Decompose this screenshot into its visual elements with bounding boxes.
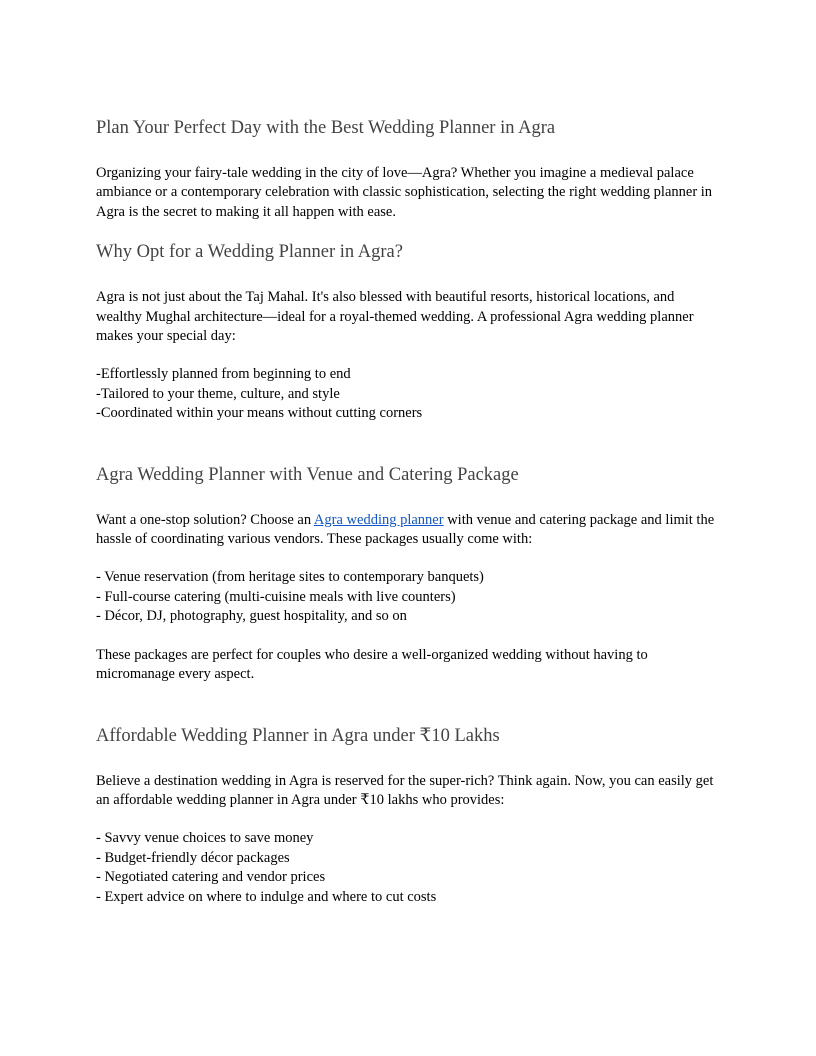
list-item: -Tailored to your theme, culture, and style	[96, 385, 340, 402]
section-heading-package: Agra Wedding Planner with Venue and Catering Package	[96, 464, 519, 485]
why-list	[96, 365, 722, 423]
package-text-before-link: Want a one-stop solution? Choose an	[96, 511, 314, 528]
intro-paragraph: Organizing your fairy-tale wedding in the city of love—Agra? Whether you imagine a medieval palace ambiance or a contemporary celebration with classic sophistication, selecting the right wedding planner in Agra is the secret to making it all happen with ease.	[96, 165, 713, 220]
page-title: Plan Your Perfect Day with the Best Wedding Planner in Agra	[96, 118, 556, 138]
section-heading-affordable: Affordable Wedding Planner in Agra under ₹10 Lakhs	[96, 725, 500, 746]
list-item: -Effortlessly planned from beginning to end	[96, 366, 351, 383]
list-item: - Savvy venue choices to save money	[96, 830, 314, 847]
list-item: -Coordinated within your means without cutting corners	[96, 405, 423, 422]
package-list	[96, 568, 722, 626]
list-item: - Expert advice on where to indulge and where to cut costs	[96, 888, 437, 905]
document-page	[96, 115, 722, 907]
list-item: - Full-course catering (multi-cuisine meals with live counters)	[96, 588, 456, 605]
list-item: - Venue reservation (from heritage sites to contemporary banquets)	[96, 569, 484, 586]
package-text-after-link: with venue and catering package and limit the hassle of coordinating various vendors. These packages usually come with:	[96, 511, 715, 548]
section-heading-why: Why Opt for a Wedding Planner in Agra?	[96, 242, 403, 263]
list-item: - Negotiated catering and vendor prices	[96, 869, 326, 886]
affordable-list	[96, 829, 722, 907]
agra-wedding-planner-link[interactable]: Agra wedding planner	[313, 511, 444, 528]
package-closing-paragraph: These packages are perfect for couples who desire a well-organized wedding without having to micromanage every aspect.	[96, 646, 648, 683]
package-paragraph	[96, 511, 722, 550]
affordable-paragraph: Believe a destination wedding in Agra is reserved for the super-rich? Think again. Now, you can easily get an affordable wedding planner in Agra under ₹10 lakhs who provides:	[96, 772, 714, 808]
list-item: - Budget-friendly décor packages	[96, 849, 290, 866]
why-paragraph: Agra is not just about the Taj Mahal. It's also blessed with beautiful resorts, historical locations, and wealthy Mughal architecture—ideal for a royal-themed wedding. A professional Agra wedding planner makes your special day:	[96, 289, 694, 345]
list-item: - Décor, DJ, photography, guest hospitality, and so on	[96, 608, 407, 625]
